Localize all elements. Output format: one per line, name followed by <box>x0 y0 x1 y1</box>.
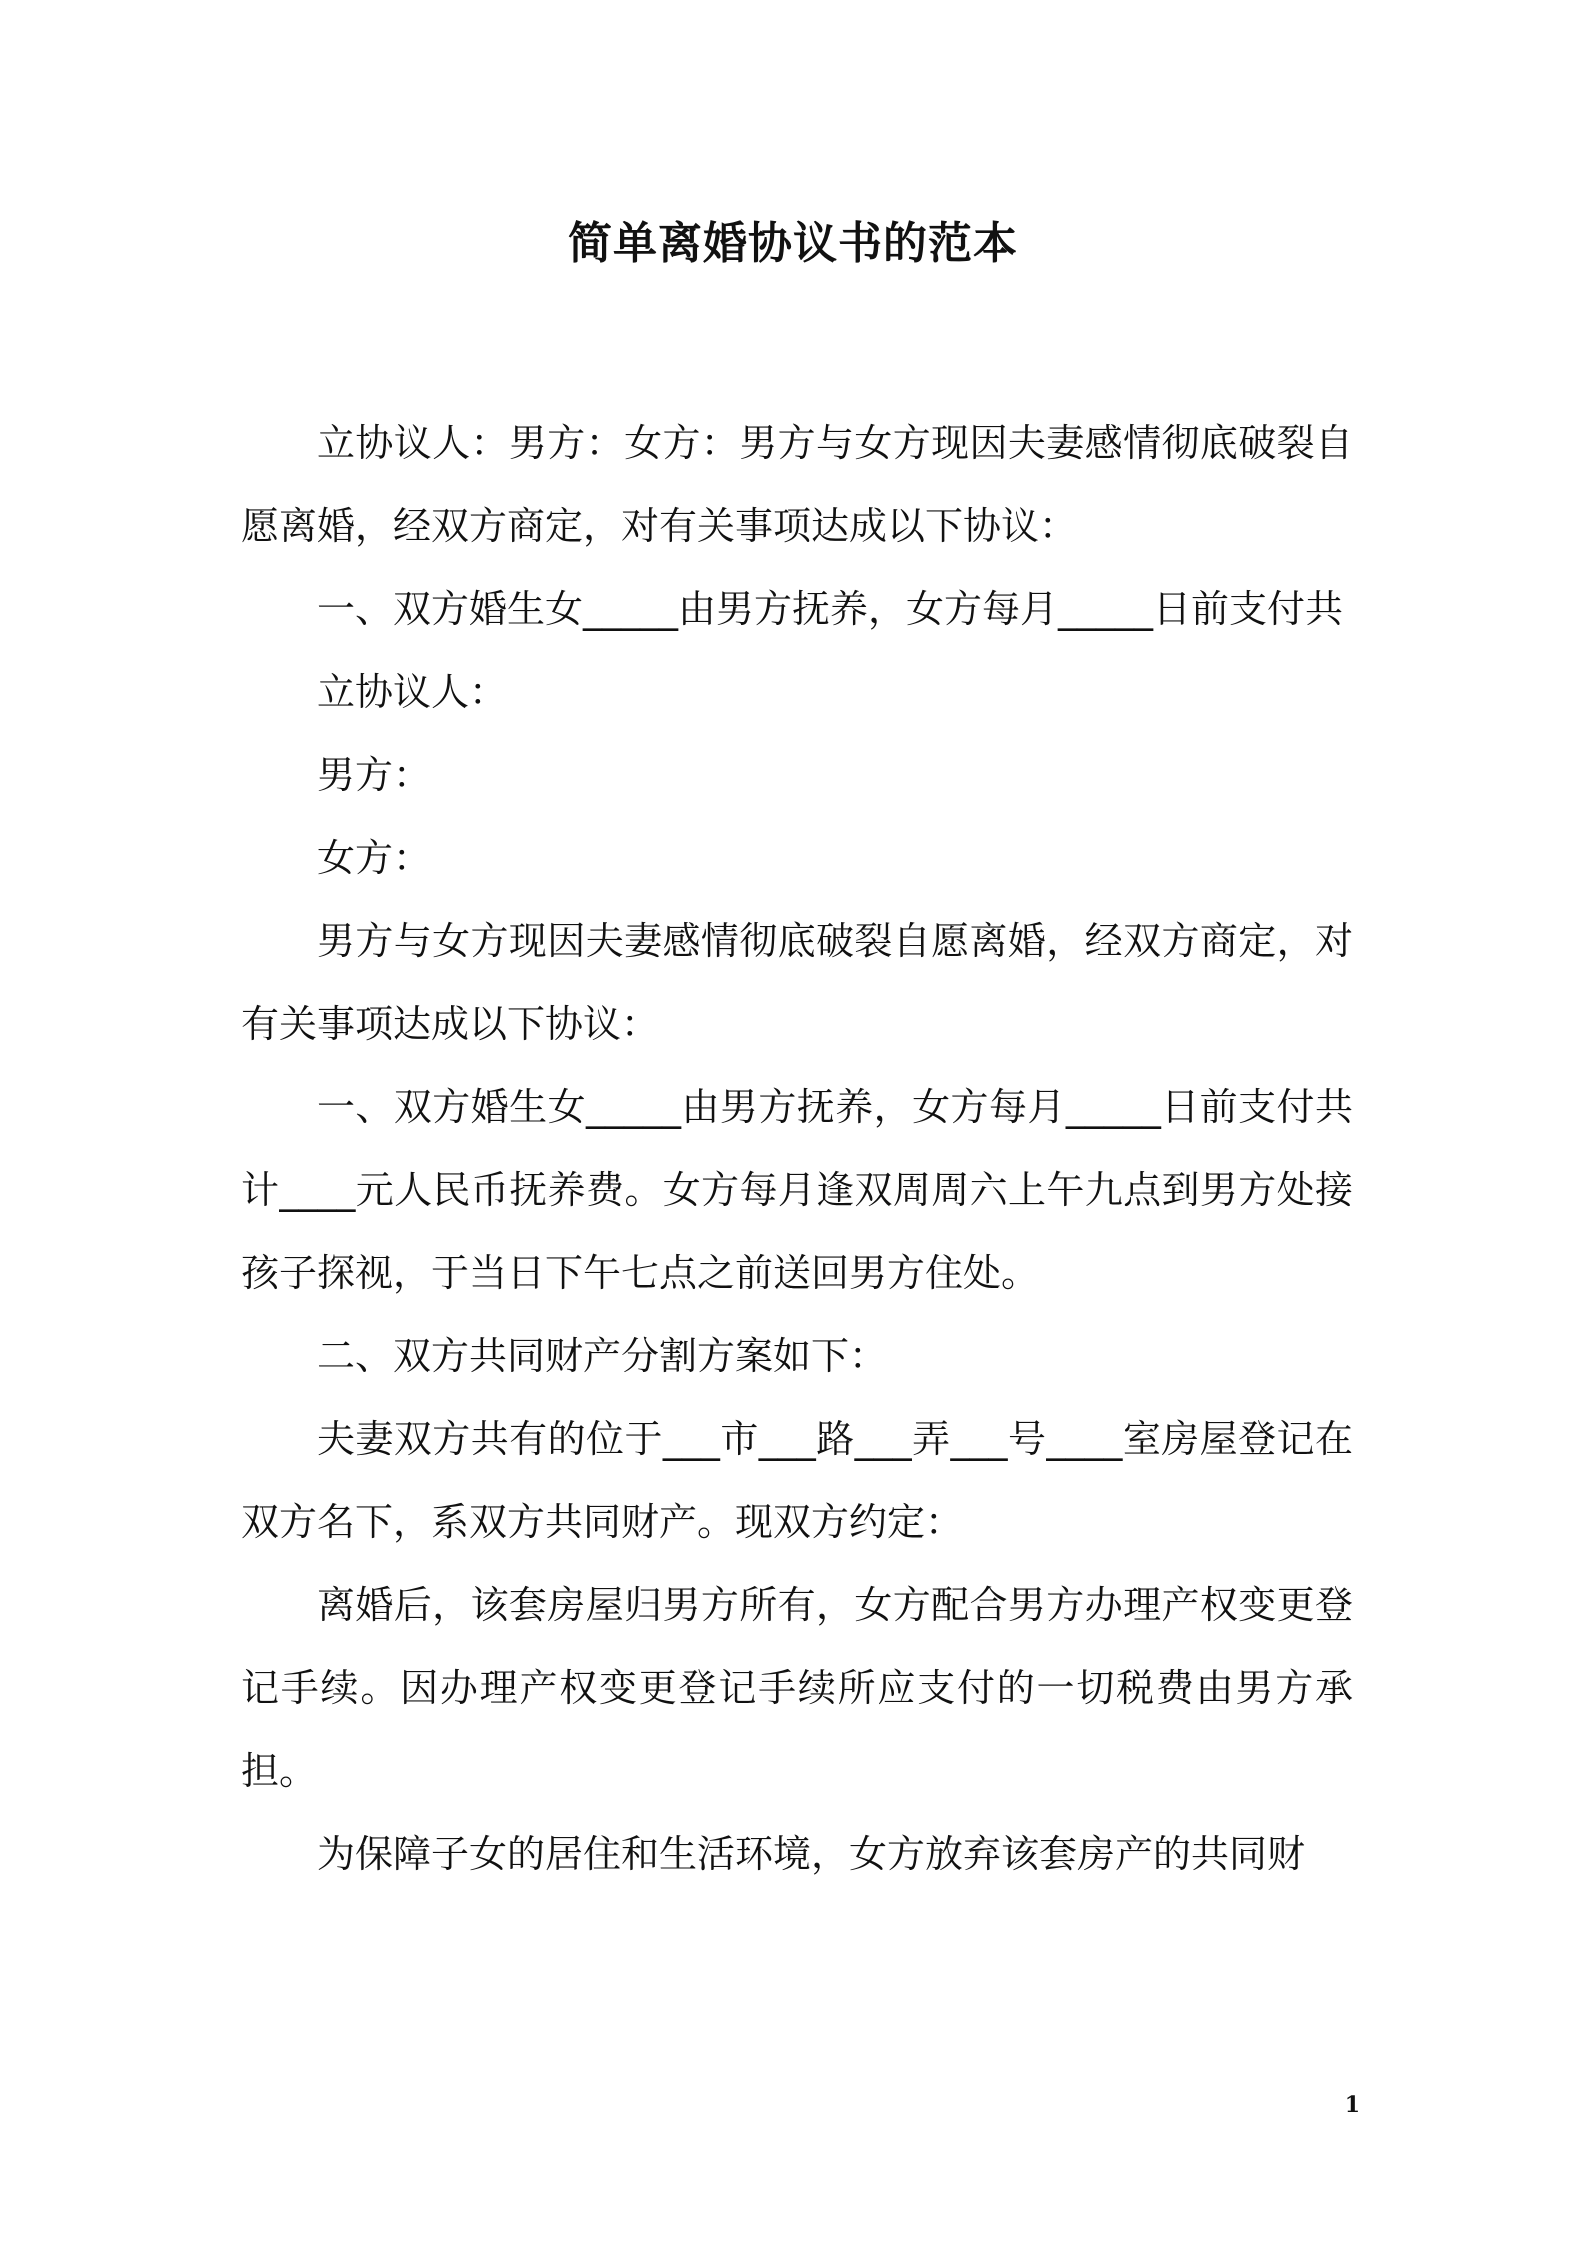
paragraph: 男方与女方现因夫妻感情彻底破裂自愿离婚，经双方商定，对有关事项达成以下协议： <box>241 919 1353 1046</box>
paragraph: 一、双方婚生女_____由男方抚养，女方每月_____日前支付共计____元人民币抚养费。女方每月逢双周周六上午九点到男方处接孩子探视，于当日下午七点之前送回男方住处。 <box>241 1085 1353 1295</box>
document-body <box>241 402 1353 1896</box>
paragraph: 夫妻双方共有的位于___市___路___弄___号____室房屋登记在双方名下，系双方共同财产。现双方约定： <box>241 1417 1353 1544</box>
paragraph: 男方： <box>317 753 432 797</box>
paragraph: 离婚后，该套房屋归男方所有，女方配合男方办理产权变更登记手续。因办理产权变更登记手续所应支付的一切税费由男方承担。 <box>241 1583 1353 1793</box>
paragraph: 一、双方婚生女_____由男方抚养，女方每月_____日前支付共 <box>317 587 1344 631</box>
paragraph: 立协议人： <box>317 670 508 714</box>
paragraph: 女方： <box>317 836 432 880</box>
document-title: 简单离婚协议书的范本 <box>568 218 1018 269</box>
page-number: 1 <box>1344 2092 1360 2118</box>
paragraph: 立协议人：男方：女方：男方与女方现因夫妻感情彻底破裂自愿离婚，经双方商定，对有关事项达成以下协议： <box>241 421 1353 548</box>
paragraph: 为保障子女的居住和生活环境，女方放弃该套房产的共同财 <box>317 1832 1306 1876</box>
paragraph: 二、双方共同财产分割方案如下： <box>317 1334 888 1378</box>
